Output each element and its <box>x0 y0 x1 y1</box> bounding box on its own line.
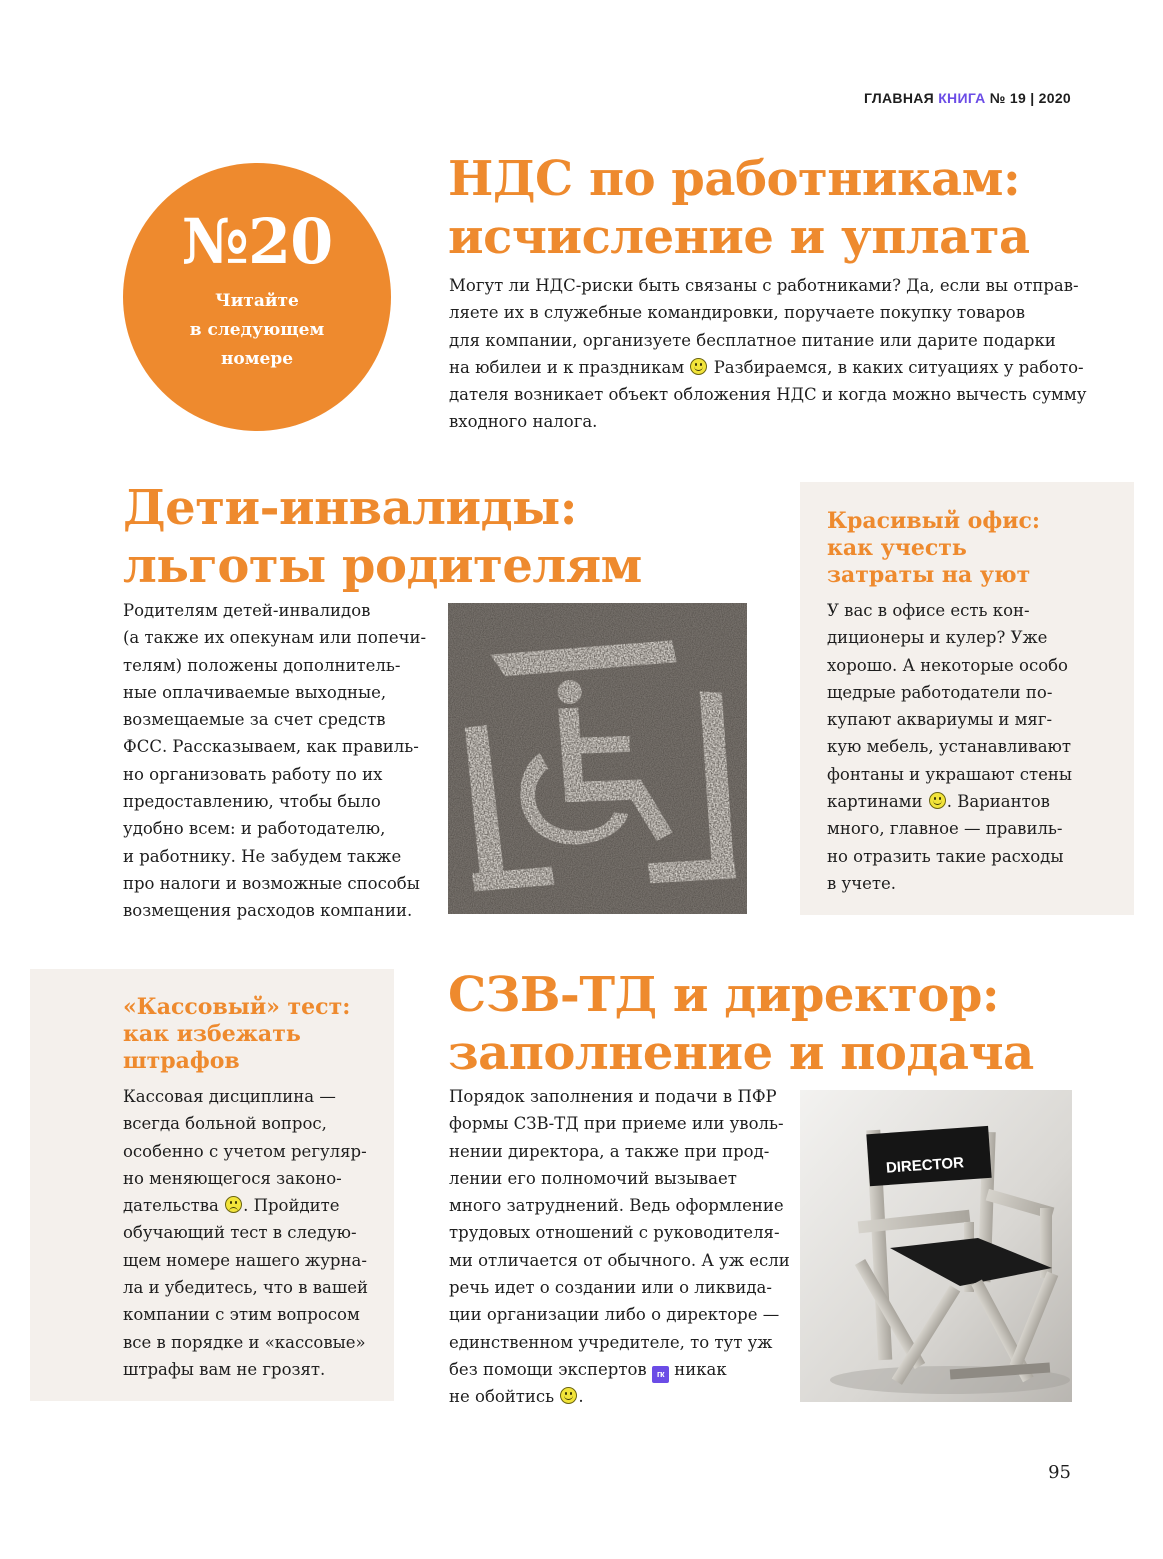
text-line: У вас в офисе есть кон- <box>827 601 1030 620</box>
text-line: ФСС. Рассказываем, как правиль- <box>123 737 419 757</box>
title-line: льготы родителям <box>123 538 642 594</box>
text-line: лении его полномочий вызывает <box>449 1168 737 1188</box>
text-line: кую мебель, устанавливают <box>827 737 1072 757</box>
text-line: единственном учредителе, то тут уж <box>449 1332 773 1352</box>
cash-article-text <box>123 1083 368 1383</box>
text-line: для компании, организуете бесплатное питание или дарите подарки <box>449 330 1056 350</box>
text-line: Кассовая дисциплина — <box>123 1087 336 1106</box>
vat-article-title <box>448 150 1030 266</box>
title-line: заполнение и подача <box>448 1025 1034 1081</box>
text-line: предоставлению, чтобы было <box>123 792 381 812</box>
badge-number: №20 <box>181 205 333 278</box>
gk-logo-icon: гк <box>652 1366 669 1383</box>
text-line: всегда больной вопрос, <box>123 1114 327 1134</box>
text-fragment: . Вариантов <box>946 792 1050 812</box>
title-line: НДС по работникам: <box>448 151 1021 207</box>
text-line: (а также их опекунам или попечи- <box>123 628 427 648</box>
text-fragment: картинами <box>827 792 928 812</box>
text-line: Порядок заполнения и подачи в ПФР <box>449 1087 777 1106</box>
szv-article-title <box>448 966 1034 1082</box>
text-line: купают аквариумы и мяг- <box>827 710 1053 730</box>
text-line: ла и убедитесь, что в вашей <box>123 1278 368 1298</box>
sad-face-icon <box>225 1196 242 1213</box>
text-line: Родителям детей-инвалидов <box>123 601 371 620</box>
badge-caption-line: номере <box>220 349 294 369</box>
text-line: дателя возникает объект обложения НДС и когда можно вычесть сумму <box>449 385 1087 405</box>
children-article-title <box>123 479 642 595</box>
text-fragment: дательства <box>123 1196 225 1216</box>
text-fragment: без помощи экспертов <box>449 1359 652 1379</box>
text-fragment: никак <box>668 1359 727 1379</box>
text-line: в учете. <box>827 873 897 893</box>
title-line: СЗВ-ТД и директор: <box>448 967 1000 1023</box>
smiley-icon <box>560 1387 577 1404</box>
text-line: трудовых отношений с руководителя- <box>449 1223 780 1243</box>
children-article-text <box>123 597 426 925</box>
text-line: диционеры и кулер? Уже <box>827 628 1048 648</box>
text-line: возмещаемые за счет средств <box>123 710 386 730</box>
director-chair-photo <box>800 1090 1072 1402</box>
badge-caption-line: в следующем <box>189 320 325 340</box>
text-fragment: . <box>578 1387 584 1407</box>
smiley-icon <box>690 358 707 375</box>
text-line: ные оплачиваемые выходные, <box>123 682 387 702</box>
badge-caption-line: Читайте <box>215 291 299 311</box>
text-line: входного налога. <box>449 412 598 432</box>
text-line: Могут ли НДС-риски быть связаны с работниками? Да, если вы отправ- <box>449 276 1079 295</box>
office-article-title <box>827 508 1040 589</box>
text-line: но отразить такие расходы <box>827 846 1064 866</box>
next-issue-badge <box>123 163 391 431</box>
text-line: возмещения расходов компании. <box>123 901 413 921</box>
office-article-text <box>827 597 1072 897</box>
title-line: как избежать <box>123 1021 301 1047</box>
text-line: про налоги и возможные способы <box>123 873 420 893</box>
text-line: ми отличается от обычного. А уж если <box>449 1250 790 1270</box>
text-line <box>449 354 1086 381</box>
director-sign: DIRECTOR <box>885 1154 965 1177</box>
text-line: телям) положены дополнитель- <box>123 655 401 675</box>
header-issue: № 19 | 2020 <box>985 90 1071 106</box>
text-line: штрафы вам не грозят. <box>123 1359 326 1379</box>
magazine-header <box>864 90 1071 106</box>
title-line: затраты на уют <box>827 562 1031 588</box>
badge-caption <box>153 287 361 374</box>
title-line: как учесть <box>827 535 967 561</box>
text-line: речь идет о создании или о ликвида- <box>449 1278 772 1298</box>
title-line: штрафов <box>123 1048 240 1074</box>
text-line: хорошо. А некоторые особо <box>827 655 1068 675</box>
text-fragment: Разбираемся, в каких ситуациях у работо- <box>708 357 1084 377</box>
text-fragment: на юбилеи и к праздникам <box>449 357 690 377</box>
text-line: формы СЗВ-ТД при приеме или уволь- <box>449 1114 784 1134</box>
text-line: щем номере нашего журна- <box>123 1250 367 1270</box>
text-line: компании с этим вопросом <box>123 1305 360 1325</box>
accessible-parking-photo <box>448 603 747 914</box>
text-line: нении директора, а также при прод- <box>449 1141 770 1161</box>
page-number: 95 <box>1048 1462 1071 1483</box>
title-line: исчисление и уплата <box>448 209 1030 265</box>
text-line: ции организации либо о директоре — <box>449 1305 780 1325</box>
text-line: щедрые работодатели по- <box>827 682 1053 702</box>
text-line: но меняющегося законо- <box>123 1168 342 1188</box>
text-line: много, главное — правиль- <box>827 819 1063 839</box>
text-line: особенно с учетом регуляр- <box>123 1141 367 1161</box>
text-line: но организовать работу по их <box>123 764 383 784</box>
text-line <box>123 1192 368 1219</box>
title-line: Дети-инвалиды: <box>123 480 577 536</box>
text-line <box>449 1356 790 1383</box>
text-line: удобно всем: и работодателю, <box>123 819 386 839</box>
header-title-main: ГЛАВНАЯ <box>863 90 939 106</box>
text-fragment: . Пройдите <box>243 1196 340 1216</box>
cash-article-title <box>123 994 350 1075</box>
smiley-icon <box>929 792 946 809</box>
vat-article-text <box>449 272 1086 436</box>
text-fragment: не обойтись <box>449 1387 560 1407</box>
text-line: и работнику. Не забудем также <box>123 846 402 866</box>
title-line: «Кассовый» тест: <box>123 994 351 1020</box>
text-line: фонтаны и украшают стены <box>827 764 1073 784</box>
text-line: ляете их в служебные командировки, поручаете покупку товаров <box>449 303 1026 323</box>
title-line: Красивый офис: <box>827 508 1041 534</box>
szv-article-text <box>449 1083 790 1411</box>
text-line <box>449 1383 790 1410</box>
text-line: обучающий тест в следую- <box>123 1223 357 1243</box>
text-line: все в порядке и «кассовые» <box>123 1332 366 1352</box>
text-line <box>827 788 1072 815</box>
text-line: много затруднений. Ведь оформление <box>449 1196 784 1216</box>
header-title-kniga: КНИГА <box>938 90 986 106</box>
